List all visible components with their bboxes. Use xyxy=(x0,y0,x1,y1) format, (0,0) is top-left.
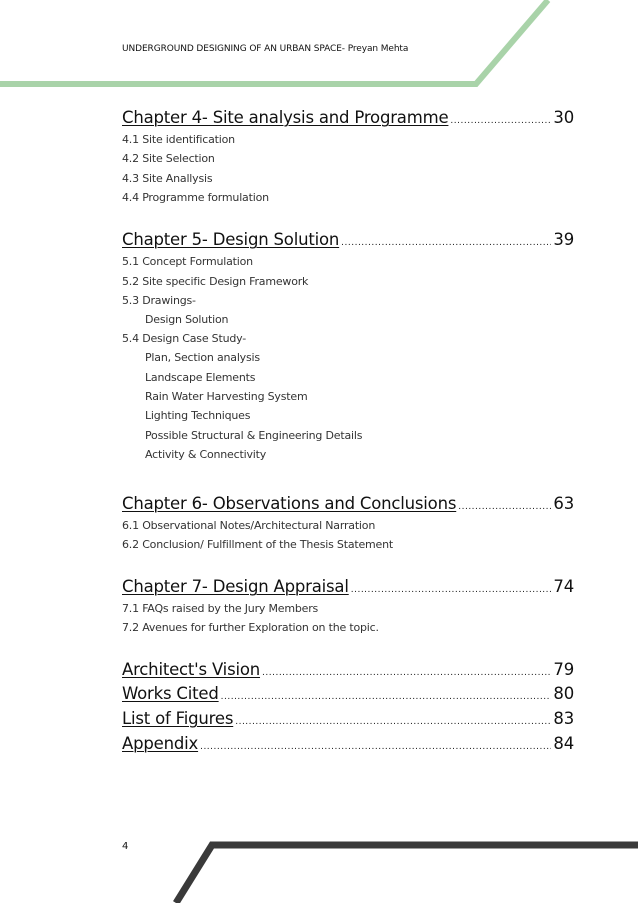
dot-leader xyxy=(450,116,551,126)
toc-section[interactable]: 5.2 Site specific Design Framework xyxy=(122,275,309,288)
toc-subsection[interactable]: Activity & Connectivity xyxy=(145,448,267,461)
chapter-title: Chapter 4- Site analysis and Programme xyxy=(122,108,449,127)
toc-architects-vision[interactable] xyxy=(122,660,574,679)
dot-leader xyxy=(235,717,551,727)
toc-section[interactable]: 4.2 Site Selection xyxy=(122,152,215,165)
toc-subsection[interactable]: Possible Structural & Engineering Details xyxy=(145,429,363,442)
toc-section[interactable]: 7.2 Avenues for further Exploration on the topic. xyxy=(122,621,379,634)
toc-section[interactable]: 5.3 Drawings- xyxy=(122,294,196,307)
chapter-page-number: 74 xyxy=(553,577,574,596)
toc-subsection[interactable]: Design Solution xyxy=(145,313,229,326)
toc-section[interactable]: 4.3 Site Anallysis xyxy=(122,172,213,185)
footer-dark-line xyxy=(176,845,638,903)
toc-section[interactable]: 4.1 Site identification xyxy=(122,133,235,146)
toc-section[interactable]: 6.2 Conclusion/ Fulfillment of the Thesis Statement xyxy=(122,538,394,551)
dot-leader xyxy=(351,585,552,595)
entry-page-number: 79 xyxy=(553,660,574,679)
toc-section[interactable]: 5.4 Design Case Study- xyxy=(122,332,247,345)
page-number: 4 xyxy=(122,841,129,852)
dot-leader xyxy=(341,238,551,248)
header-green-line xyxy=(0,0,548,84)
chapter-page-number: 63 xyxy=(553,494,574,513)
toc-section[interactable]: 7.1 FAQs raised by the Jury Members xyxy=(122,602,319,615)
toc-subsection[interactable]: Rain Water Harvesting System xyxy=(145,390,308,403)
entry-page-number: 80 xyxy=(553,684,574,703)
toc-subsection[interactable]: Landscape Elements xyxy=(145,371,256,384)
toc-chapter-7[interactable] xyxy=(122,577,574,596)
dot-leader xyxy=(458,502,551,512)
entry-page-number: 83 xyxy=(553,709,574,728)
toc-chapter-6[interactable] xyxy=(122,494,574,513)
toc-section[interactable]: 4.4 Programme formulation xyxy=(122,191,269,204)
chapter-title: Chapter 5- Design Solution xyxy=(122,230,340,249)
toc-list-of-figures[interactable] xyxy=(122,709,574,728)
chapter-title: Chapter 6- Observations and Conclusions xyxy=(122,494,457,513)
chapter-page-number: 39 xyxy=(553,230,574,249)
dot-leader xyxy=(221,692,552,702)
dot-leader xyxy=(262,668,551,678)
toc-chapter-5[interactable] xyxy=(122,230,574,249)
toc-chapter-4[interactable] xyxy=(122,108,574,127)
toc-section[interactable]: 5.1 Concept Formulation xyxy=(122,255,253,268)
entry-title: Works Cited xyxy=(122,684,219,703)
running-header: UNDERGROUND DESIGNING OF AN URBAN SPACE- Preyan Mehta xyxy=(122,44,409,54)
entry-title: List of Figures xyxy=(122,709,234,728)
entry-title: Appendix xyxy=(122,734,199,753)
toc-works-cited[interactable] xyxy=(122,684,574,703)
chapter-page-number: 30 xyxy=(553,108,574,127)
entry-title: Architect's Vision xyxy=(122,660,261,679)
toc-section[interactable]: 6.1 Observational Notes/Architectural Narration xyxy=(122,519,376,532)
chapter-title: Chapter 7- Design Appraisal xyxy=(122,577,349,596)
dot-leader xyxy=(200,742,551,752)
toc-appendix[interactable] xyxy=(122,734,574,753)
toc-subsection[interactable]: Lighting Techniques xyxy=(145,409,251,422)
toc-subsection[interactable]: Plan, Section analysis xyxy=(145,351,260,364)
entry-page-number: 84 xyxy=(553,734,574,753)
